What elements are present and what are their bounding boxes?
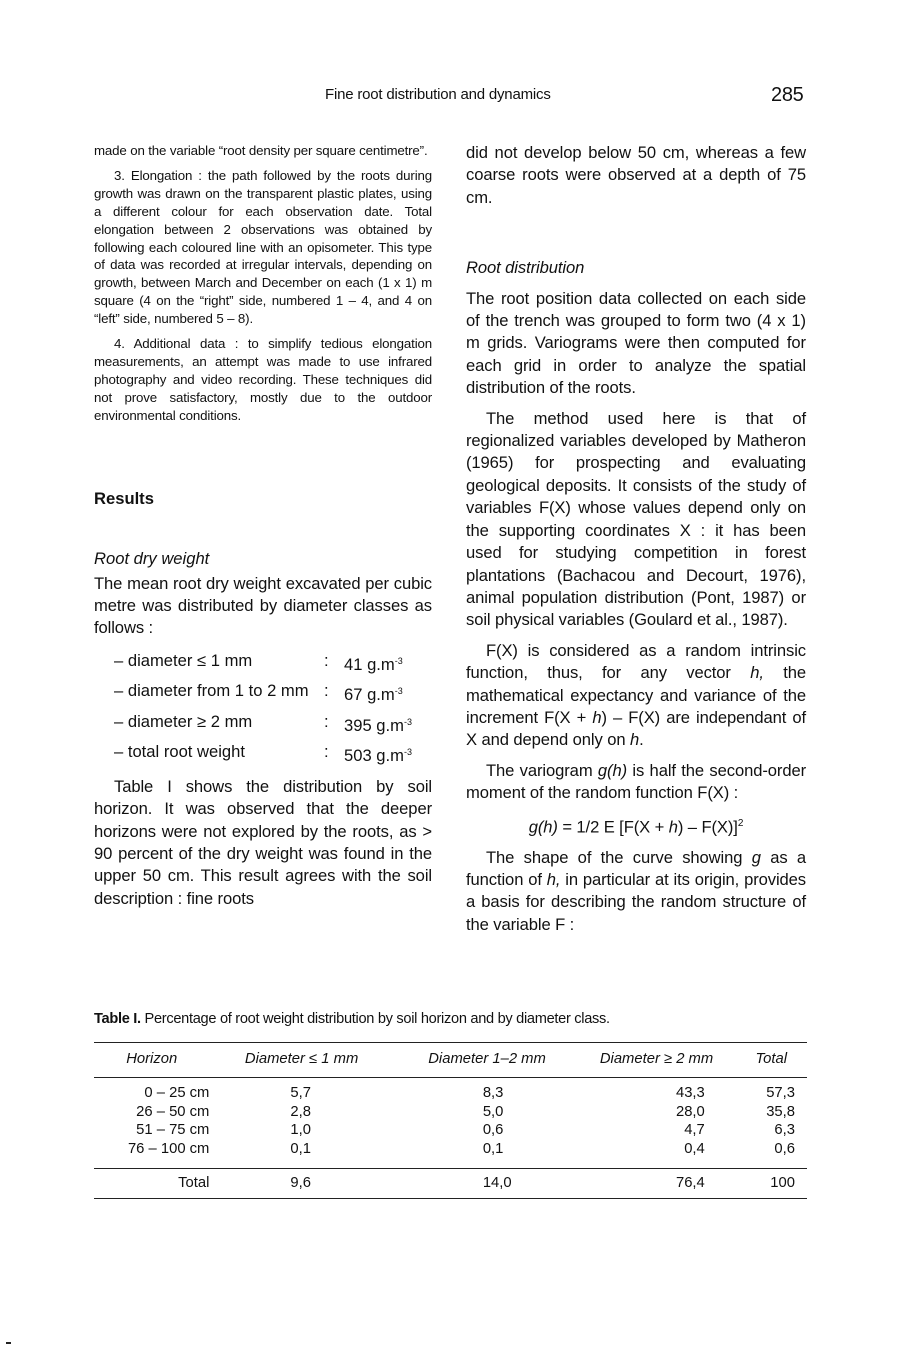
column-header: Diameter 1–2 mm bbox=[394, 1043, 580, 1078]
table-caption: Table I. Percentage of root weight distribution by soil horizon and by diameter class. bbox=[94, 1011, 610, 1027]
table-row: 0 – 25 cm 5,7 8,3 43,3 57,3 bbox=[144, 1085, 795, 1101]
table-header-row bbox=[94, 1043, 807, 1078]
subsection-heading-root-dry-weight: Root dry weight bbox=[94, 548, 210, 568]
section-heading-results: Results bbox=[94, 488, 154, 508]
paragraph: The shape of the curve showing g as a function of h, in particular at its origin, provides a basis for describing the random structure of the variable F : bbox=[466, 847, 806, 934]
table-row: 26 – 50 cm 2,8 5,0 28,0 35,8 bbox=[136, 1103, 795, 1120]
weight-item: – diameter from 1 to 2 mm : 67 $g.m^{-3}$ bbox=[114, 681, 403, 705]
column-header: Horizon bbox=[94, 1043, 209, 1078]
variogram-formula: g(h) = 1/2 E $[F(X + h) - F(X)]^2$ bbox=[528, 817, 744, 837]
column-header: Diameter ≤ 1 mm bbox=[209, 1043, 393, 1078]
paragraph: F(X) is considered as a random intrinsic function, thus, for any vector h, the mathematical expectancy and variance of the increment F(X + h) – F(X) are independant of X and depend only on h. bbox=[466, 640, 807, 750]
paragraph: The method used here is that of regionalized variables developed by Matheron (1965) for prospecting and evaluating geological deposits. It consists of the study of variables F(X) whose values depend only on the supporting coordinates X : it has been used for studying competition in forest plantations (Bachacou and Decourt, 1976), animal population distribution (Pont, 1987) or soil physical variables (Goulard et al., 1987). bbox=[466, 408, 806, 630]
column-header: Total bbox=[733, 1043, 807, 1078]
paragraph: The root position data collected on each side of the trench was grouped to form two (4 x 1) m grids. Variograms were then computed for each grid in order to analyze the spatial distribution of the roots. bbox=[466, 288, 806, 398]
scan-mark bbox=[6, 1342, 11, 1344]
weight-item: – diameter ≥ 2 mm : 395 $g.m^{-3}$ bbox=[114, 711, 412, 735]
methods-continuation bbox=[94, 142, 432, 425]
page-number: 285 bbox=[771, 84, 804, 106]
right-column bbox=[466, 142, 806, 944]
paragraph: made on the variable “root density per square centimetre”. bbox=[94, 143, 428, 158]
root-weight-table bbox=[94, 1042, 807, 1199]
weight-list bbox=[114, 648, 432, 770]
running-head bbox=[0, 86, 923, 108]
weight-item: – diameter ≤ 1 mm : 41 $g.m^{-3}$ bbox=[114, 650, 403, 674]
table-row: 51 – 75 cm 1,0 0,6 4,7 6,3 bbox=[136, 1122, 795, 1138]
table-row: 76 – 100 cm 0,1 0,1 0,4 0,6 bbox=[127, 1140, 795, 1157]
paragraph: The variogram g(h) is half the second-order moment of the random function F(X) : bbox=[466, 760, 806, 803]
paragraph-elongation: 3. Elongation : the path followed by the roots during growth was drawn on the transparent plastic plates, using a different colour for each observation date. Total elongation between 2 observations was obtained by following each coloured line with an opisometer. This type of data was recorded at irregular intervals, depending on growth, between March and December on each (1 x 1) m square (4 on the “right” side, numbered 1 – 4, and 4 on “left” side, numbered 5 – 8). bbox=[94, 167, 432, 327]
paragraph: The mean root dry weight excavated per cubic metre was distributed by diameter classes as follows : bbox=[94, 573, 432, 638]
left-column bbox=[94, 142, 432, 918]
subsection-heading-root-distribution: Root distribution bbox=[466, 258, 585, 278]
paragraph: Table I shows the distribution by soil horizon. It was observed that the deeper horizons were not explored by the roots, as > 90 percent of the dry weight was found in the upper 50 cm. This result agrees with the soil description : fine roots bbox=[94, 776, 432, 908]
paragraph: did not develop below 50 cm, whereas a few coarse roots were observed at a depth of 75 cm. bbox=[466, 143, 806, 207]
paragraph-additional-data: 4. Additional data : to simplify tedious elongation measurements, an attempt was made to use infrared photography and video recording. These techniques did not prove satisfactory, mostly due to the outdoor environmental conditions. bbox=[94, 336, 432, 423]
column-header: Diameter ≥ 2 mm bbox=[580, 1043, 732, 1078]
table-total-row: Total 9,6 14,0 76,4 100 bbox=[94, 1169, 807, 1199]
table-block bbox=[94, 1011, 807, 1199]
running-title: Fine root distribution and dynamics bbox=[325, 86, 551, 103]
weight-item: – total root weight : 503 $g.m^{-3}$ bbox=[114, 742, 412, 766]
